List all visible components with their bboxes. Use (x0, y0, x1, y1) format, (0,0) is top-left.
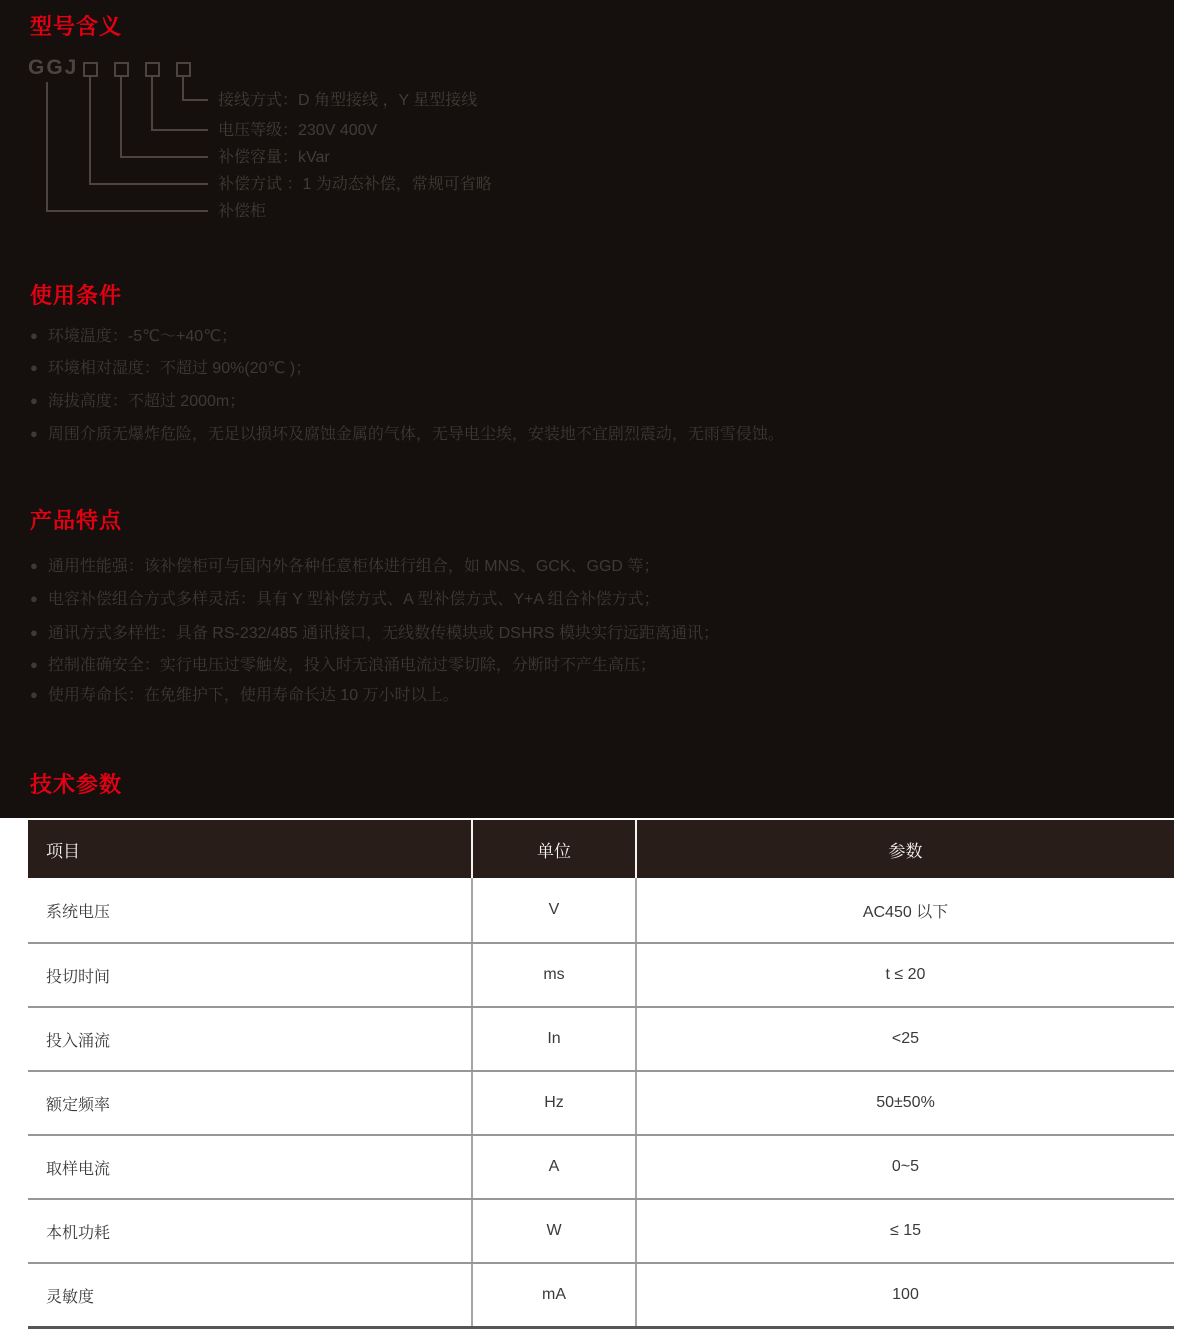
spec-unit: W (471, 1200, 635, 1262)
spec-table-row (28, 942, 1174, 1006)
usage-item-text: 海拔高度：不超过 2000m； (47, 393, 246, 410)
usage-item (30, 326, 237, 347)
bullet-icon: ● (30, 591, 38, 606)
diagram-line (120, 77, 122, 158)
spec-table-header-unit: 单位 (471, 820, 635, 878)
spec-value: ≤ 15 (635, 1200, 1174, 1262)
usage-item-text: 环境温度：-5℃～+40℃； (47, 328, 238, 345)
diagram-label-comp-mode: 补偿方试 ：1 为动态补偿，常规可省略 (218, 176, 492, 193)
diagram-label-cabinet: 补偿柜 (218, 203, 267, 220)
diagram-label-capacity: 补偿容量：kVar (218, 149, 330, 166)
spec-table-header-item: 项目 (46, 841, 80, 861)
spec-table-row (28, 1262, 1174, 1326)
section-heading-model: 型号含义 (30, 14, 123, 39)
bullet-icon: ● (30, 625, 38, 640)
model-placeholder-box-1 (83, 62, 98, 77)
spec-unit: V (471, 878, 635, 942)
feature-item (30, 556, 659, 577)
bullet-icon: ● (30, 687, 38, 702)
spec-value: 100 (635, 1264, 1174, 1326)
diagram-line (46, 210, 208, 212)
usage-item (30, 391, 245, 412)
spec-table-row (28, 1070, 1174, 1134)
spec-value: <25 (635, 1008, 1174, 1070)
diagram-label-wiring: 接线方式：D 角型接线 ，Y 星型接线 (218, 92, 478, 109)
bullet-icon: ● (30, 426, 38, 441)
diagram-line (151, 77, 153, 131)
feature-item-text: 通讯方式多样性：具备 RS-232/485 通讯接口，无线数传模块或 DSHRS 模块实行远距离通讯； (47, 625, 720, 642)
feature-item (30, 685, 459, 706)
feature-item-text: 控制准确安全：实行电压过零触发，投入时无浪涌电流过零切除，分断时不产生高压； (47, 657, 656, 674)
feature-item-text: 通用性能强：该补偿柜可与国内外各种任意柜体进行组合，如 MNS、GCK、GGD 等； (47, 558, 660, 575)
diagram-line (182, 77, 184, 101)
usage-item (30, 358, 311, 379)
spec-table (28, 820, 1174, 1329)
spec-item: 投切时间 (46, 968, 111, 986)
usage-item (30, 424, 784, 445)
spec-unit: In (471, 1008, 635, 1070)
spec-item: 本机功耗 (46, 1224, 111, 1242)
spec-unit: A (471, 1136, 635, 1198)
spec-table-header-row (28, 820, 1174, 878)
spec-unit: ms (471, 944, 635, 1006)
model-placeholder-box-3 (145, 62, 160, 77)
diagram-line (89, 183, 208, 185)
bullet-icon: ● (30, 393, 38, 408)
spec-item: 灵敏度 (46, 1288, 95, 1306)
usage-item-text: 周围介质无爆炸危险，无足以损坏及腐蚀金属的气体，无导电尘埃，安装地不宜剧烈震动，无雨雪侵蚀。 (47, 426, 784, 443)
diagram-line (46, 82, 48, 212)
diagram-line (120, 156, 208, 158)
feature-item (30, 623, 719, 644)
spec-value: 50±50% (635, 1072, 1174, 1134)
spec-unit: Hz (471, 1072, 635, 1134)
spec-item: 取样电流 (46, 1160, 111, 1178)
spec-table-row (28, 1198, 1174, 1262)
spec-item: 投入涌流 (46, 1032, 111, 1050)
bullet-icon: ● (30, 657, 38, 672)
section-heading-usage: 使用条件 (30, 283, 123, 308)
diagram-line (182, 99, 208, 101)
usage-item-text: 环境相对湿度：不超过 90%(20℃ )； (47, 360, 312, 377)
spec-unit: mA (471, 1264, 635, 1326)
spec-table-row (28, 1134, 1174, 1198)
section-heading-features: 产品特点 (30, 508, 123, 533)
spec-item: 系统电压 (46, 903, 111, 921)
diagram-line (151, 129, 208, 131)
spec-item: 额定频率 (46, 1096, 111, 1114)
feature-item-text: 使用寿命长：在免维护下，使用寿命长达 10 万小时以上。 (47, 687, 459, 704)
diagram-label-voltage: 电压等级：230V 400V (218, 122, 378, 139)
feature-item (30, 589, 660, 610)
bullet-icon: ● (30, 360, 38, 375)
spec-table-row (28, 878, 1174, 942)
model-placeholder-box-2 (114, 62, 129, 77)
bullet-icon: ● (30, 558, 38, 573)
feature-item (30, 655, 656, 676)
section-heading-params: 技术参数 (30, 772, 123, 797)
spec-table-row (28, 1006, 1174, 1070)
model-placeholder-box-4 (176, 62, 191, 77)
bullet-icon: ● (30, 328, 38, 343)
feature-item-text: 电容补偿组合方式多样灵活：具有 Y 型补偿方式、A 型补偿方式、Y+A 组合补偿方式； (47, 591, 660, 608)
model-prefix-text: GGJ (28, 56, 79, 79)
spec-value: t ≤ 20 (635, 944, 1174, 1006)
spec-table-header-value: 参数 (635, 820, 1174, 878)
spec-value: AC450 以下 (635, 878, 1174, 942)
spec-value: 0~5 (635, 1136, 1174, 1198)
diagram-line (89, 77, 91, 185)
